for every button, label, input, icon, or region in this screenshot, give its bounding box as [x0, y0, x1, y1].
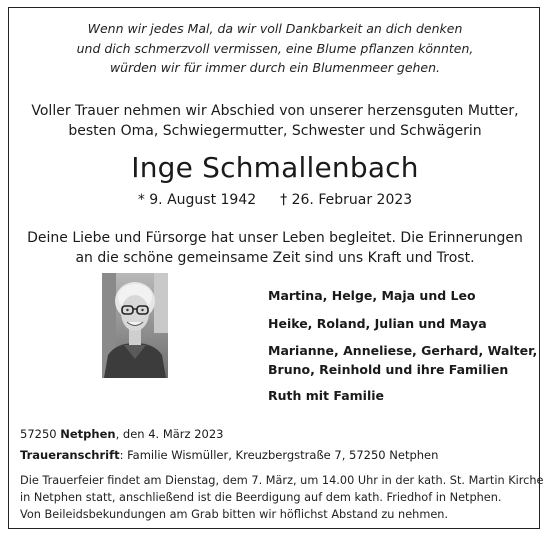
portrait-photo [102, 273, 168, 378]
poem-line: würden wir für immer durch ein Blumenmeer gehen. [109, 60, 441, 75]
details-line: Von Beileidsbekundungen am Grab bitten wir höflichst Abstand zu nehmen. [20, 508, 449, 521]
tribute-line: Deine Liebe und Fürsorge hat unser Leben begleitet. Die Erinnerungen [27, 230, 523, 246]
place-town: Netphen [60, 427, 116, 441]
mourner-group [268, 342, 538, 379]
place-and-date [20, 426, 224, 442]
details-line: Die Trauerfeier findet am Dienstag, dem 7. März, um 14.00 Uhr in der kath. St. Martin Kirche [20, 474, 544, 487]
mourners-list [268, 287, 538, 415]
notice-date: , den 4. März 2023 [115, 427, 224, 441]
life-dates [0, 190, 550, 210]
place-zip: 57250 [20, 427, 57, 441]
mourning-address [20, 447, 438, 463]
poem [0, 19, 550, 78]
poem-line: und dich schmerzvoll vermissen, eine Blume pflanzen könnten, [76, 40, 474, 56]
tribute-text [0, 228, 550, 268]
mourner-line: Martina, Helge, Maja und Leo [268, 288, 476, 303]
address-label: Traueranschrift [20, 448, 120, 462]
intro-line: besten Oma, Schwiegermutter, Schwester und Schwägerin [68, 123, 482, 139]
details-line: in Netphen statt, anschließend ist die Beerdigung auf dem kath. Friedhof in Netphen. [20, 491, 502, 504]
address-value: : Familie Wismüller, Kreuzbergstraße 7, 57250 Netphen [119, 448, 439, 462]
mourner-group [268, 387, 538, 406]
mourner-group [268, 315, 538, 334]
mourner-group [268, 287, 538, 306]
mourner-line: Ruth mit Familie [268, 388, 384, 403]
tribute-line: an die schöne gemeinsame Zeit sind uns Kraft und Trost. [75, 250, 475, 266]
birth-date: * 9. August 1942 [137, 192, 257, 208]
mourner-line: Marianne, Anneliese, Gerhard, Walter, [268, 343, 538, 358]
funeral-details [20, 472, 544, 523]
deceased-name: Inge Schmallenbach [131, 151, 419, 184]
death-date: † 26. Februar 2023 [280, 192, 413, 208]
mourner-line: Bruno, Reinhold und ihre Familien [268, 361, 509, 377]
poem-line: Wenn wir jedes Mal, da wir voll Dankbarkeit an dich denken [87, 21, 463, 36]
portrait-image [102, 273, 168, 378]
intro-text [0, 101, 550, 141]
intro-line: Voller Trauer nehmen wir Abschied von unserer herzensguten Mutter, [31, 103, 519, 119]
mourner-line: Heike, Roland, Julian und Maya [268, 315, 487, 331]
